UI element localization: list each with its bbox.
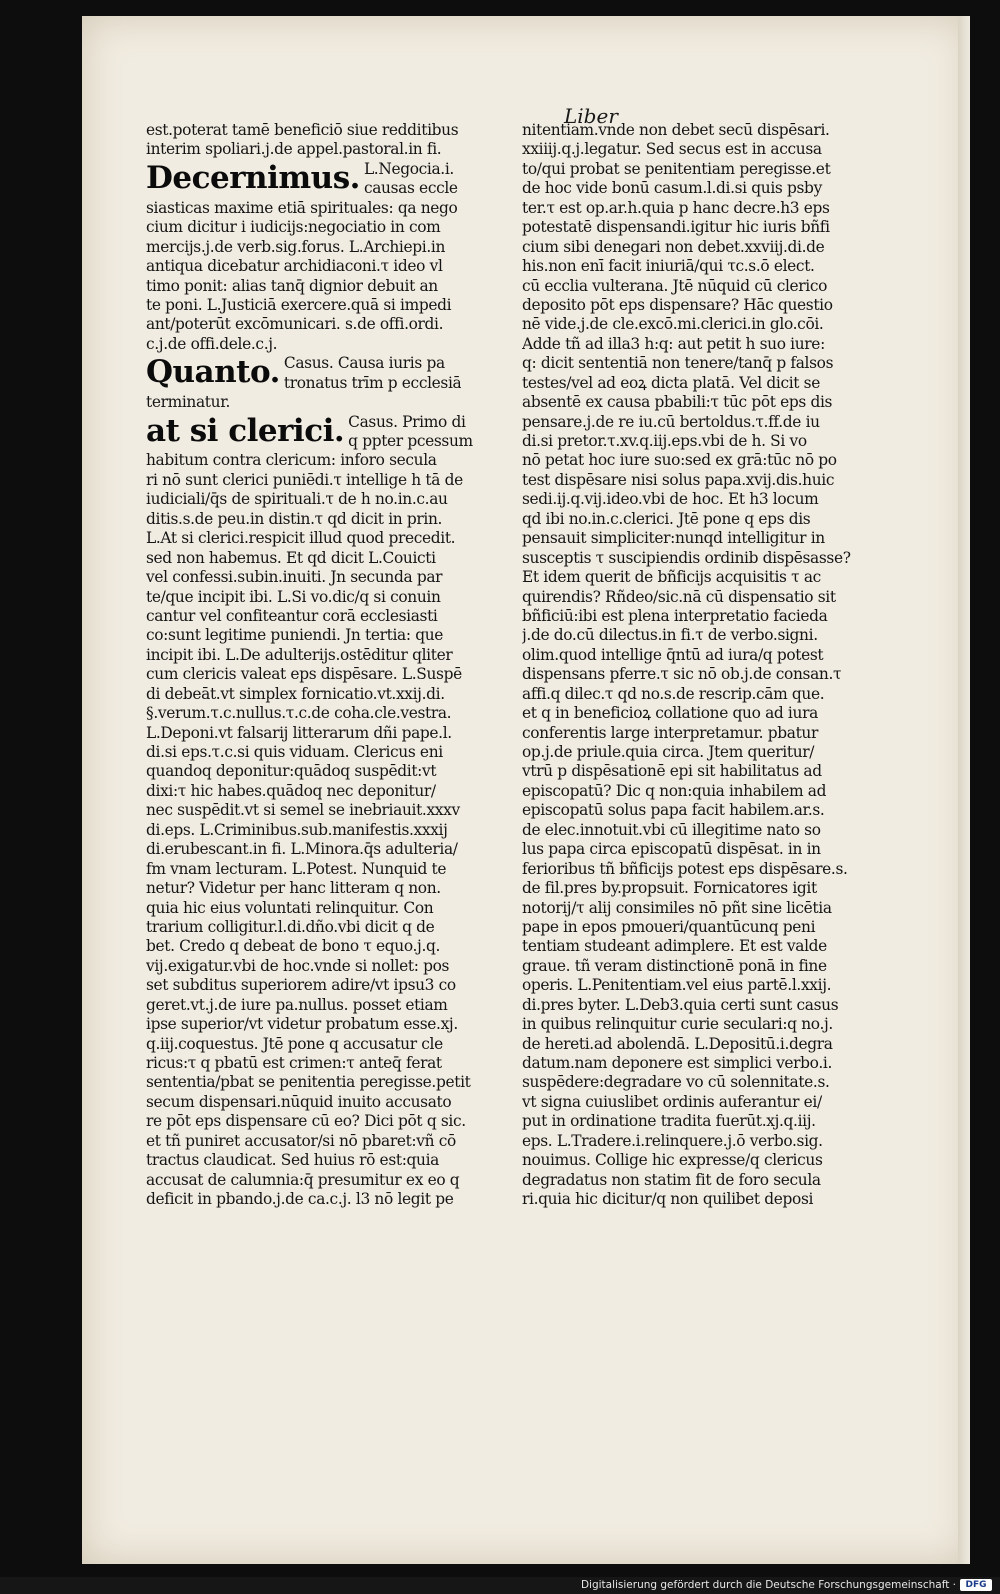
text-line: Adde tñ ad illa3 h:q: aut petit h̄ suo iure: <box>522 334 825 353</box>
text-line: ri nō sunt clerici puniēdi.τ intellige h̄ tā de <box>146 470 463 489</box>
text-line: de fil.pres by.propsuit. Fornicatores igit <box>522 879 817 898</box>
text-line: Et idem querit de bñficijs acquisitis τ ac <box>522 568 821 587</box>
text-line: ipse superior/vt videtur probatum esse.xj. <box>146 1015 458 1034</box>
text-line: timo ponit: alias tanq̄ dignior debuit an <box>146 276 438 295</box>
text-line: cium dicitur i iudicijs:negociatio in com <box>146 218 441 237</box>
text-line: testes/vel ad eoꝝ dicta platā. Vel dicit se <box>522 373 820 392</box>
text-line: nec suspēdit.vt si semel se inebriauit.xxxv <box>146 801 460 820</box>
text-line: ditis.s.de peu.in distin.τ qd dicit in prin. <box>146 509 443 528</box>
text-line: affi.q dilec.τ qd no.s.de rescrip.cām que. <box>522 684 825 703</box>
text-line: absentē ex causa pbabili:τ tūc pōt eps dis <box>522 393 833 412</box>
text-line: graue. tñ veram distinctionē ponā in fine <box>522 956 827 975</box>
page-edge <box>958 16 970 1564</box>
text-line: di.si pretor.τ.xv.q.iij.eps.vbi de h. Si vo <box>522 432 807 450</box>
text-line: c.j.de offi.dele.c.j. <box>146 334 278 353</box>
text-line: L.Negocia.i. <box>363 159 454 178</box>
text-line: q.iij.coquestus. Jtē pone q accusatur cle <box>146 1034 443 1053</box>
initial-decernimus-block <box>146 160 486 199</box>
initial-decernimus: Decernimus. <box>146 159 360 196</box>
text-line: trarium colligitur.l.di.dño.vbi dicit q de <box>146 917 435 936</box>
text-line: et tñ puniret accusator/si nō pbaret:vñ cō <box>146 1131 456 1150</box>
text-line: nē vide.j.de cle.excō.mi.clerici.in glo.cōi. <box>522 315 824 334</box>
text-line: est.poterat tamē beneficiō siue redditibus <box>146 121 459 139</box>
text-line: to/qui probat se penitentiam peregisse.et <box>522 159 831 178</box>
text-line: episcopatū? Dic q non:quia inhabilem ad <box>522 781 827 800</box>
text-line: tractus claudicat. Sed huius rō est:quia <box>146 1151 439 1170</box>
text-line: re pōt eps dispensare cū eo? Dici pōt q sic. <box>146 1112 466 1131</box>
text-line: op.j.de priule.quia circa. Jtem queritur/ <box>522 743 815 761</box>
text-line: vij.exigatur.vbi de hoc.vnde si nollet: pos <box>146 956 450 975</box>
text-line: di.eps. L.Criminibus.sub.manifestis.xxxij <box>146 820 448 839</box>
text-line: terminatur. <box>146 393 231 412</box>
text-line: his.non enī facit iniuriā/qui τc.s.ō elect. <box>522 257 815 276</box>
text-line: pape in epos pmoueri/quantūcunq peni <box>522 917 816 936</box>
text-line: deposito pōt eps dispensare? Hāc questio <box>522 295 833 314</box>
text-line: te/que incipit ibi. L.Si vo.dic/q si conuin <box>146 587 441 606</box>
text-line: cum clericis valeat eps dispēsare. L.Suspē <box>146 665 462 684</box>
text-line: vel confessi.subin.inuiti. Jn secunda par <box>146 568 443 587</box>
text-line: Casus. Primo di <box>348 412 466 431</box>
running-head: Liber <box>564 104 618 128</box>
text-line: q: dicit sententiā non tenere/tanq̄ p falsos <box>522 354 834 373</box>
text-line: eps. L.Tradere.i.relinquere.j.ō verbo.sig. <box>522 1131 823 1150</box>
text-line: pensauit simpliciter:nunqd intelligitur in <box>522 529 825 548</box>
text-line: ter.τ est op.ar.h.quia p hanc decre.h3 eps <box>522 198 830 217</box>
text-line: et q in beneficioꝝ collatione quo ad iura <box>522 704 818 723</box>
text-line: te poni. L.Justiciā exercere.quā si impedi <box>146 295 452 314</box>
text-line: ferioribus tñ bñficijs potest eps dispēsare.s. <box>522 859 848 878</box>
left-column <box>146 121 486 1210</box>
text-line: di debeāt.vt simplex fornicatio.vt.xxij.di. <box>146 684 445 703</box>
text-line: test dispēsare nisi solus papa.xvij.dis.huic <box>522 470 835 489</box>
text-line: put in ordinatione tradita fuerūt.xj.q.iij. <box>522 1112 816 1131</box>
text-line: bet. Credo q debeat de bono τ equo.j.q. <box>146 937 441 956</box>
text-line: operis. L.Penitentiam.vel eius partē.l.xxij. <box>522 976 832 995</box>
right-column <box>522 121 862 1210</box>
text-line: co:sunt legitime puniendi. Jn tertia: que <box>146 626 444 645</box>
text-line: de elec.innotuit.vbi cū illegitime nato so <box>522 820 821 839</box>
text-line: in quibus relinquitur curie seculari:q no.j. <box>522 1015 833 1034</box>
text-line: bñficiū:ibi est plena interpretatio facieda <box>522 606 828 625</box>
text-line: netur? Videtur per hanc litteram q non. <box>146 879 441 898</box>
text-line: de hoc vide bonū casum.l.di.si quis psby <box>522 179 822 198</box>
text-line: notorij/τ alij consimiles nō pñt sine licētia <box>522 898 832 917</box>
text-line: cū ecclia vulterana. Jtē nūquid cū clerico <box>522 276 828 295</box>
text-line: susceptis τ suscipiendis ordinib dispēsasse? <box>522 548 851 567</box>
initial-at-si-clerici: at si clerici. <box>146 412 345 449</box>
text-line: siasticas maxime etiā spirituales: qa nego <box>146 198 458 217</box>
text-line: de hereti.ad abolendā. L.Depositū.i.degra <box>522 1034 833 1053</box>
text-line: q ppter pcessum <box>348 432 473 450</box>
text-line: quirendis? Rñdeo/sic.nā cū dispensatio sit <box>522 587 836 606</box>
text-line: dispensans pferre.τ sic nō ob.j.de consan.τ <box>522 665 842 684</box>
text-line: habitum contra clericum: inforo secula <box>146 451 437 470</box>
text-line: di.pres byter. L.Deb3.quia certi sunt casus <box>522 995 839 1014</box>
text-line: causas eccle <box>363 179 458 198</box>
dfg-logo: DFG <box>960 1579 992 1591</box>
text-line: sed non habemus. Et qd dicit L.Couicti <box>146 548 436 567</box>
text-line: accusat de calumnia:q̄ presumitur ex eo q <box>146 1170 460 1189</box>
text-line: di.erubescant.in fi. L.Minora.q̄s adulteria/ <box>146 840 458 859</box>
text-line: potestatē dispensandi.igitur hic iuris bñfi <box>522 218 830 237</box>
text-line: vtrū p dispēsationē epi sit habilitatus ad <box>522 762 822 781</box>
text-line: ant/poterūt excōmunicari. s.de offi.ordi. <box>146 315 444 334</box>
text-line: dixi:τ hic habes.quādoq nec deponitur/ <box>146 781 436 800</box>
text-line: set subditus superiorem adire/vt ipsu3 co <box>146 976 456 995</box>
text-line: iudiciali/q̄s de spirituali.τ de h̄ no.in.c.au <box>146 490 448 509</box>
text-line: olim.quod intellige q̄ntū ad iura/q potest <box>522 645 824 664</box>
text-line: antiqua dicebatur archidiaconi.τ ideo vl <box>146 257 443 276</box>
text-line: cantur vel confiteantur corā ecclesiasti <box>146 606 438 625</box>
text-line: Casus. Causa iuris pa <box>283 354 445 373</box>
text-line: interim spoliari.j.de appel.pastoral.in fi. <box>146 140 442 159</box>
dfg-credit-text: Digitalisierung gefördert durch die Deutsche Forschungsgemeinschaft · <box>580 1579 956 1591</box>
text-line: geret.vt.j.de iure pa.nullus. posset etiam <box>146 995 448 1014</box>
text-line: quandoq deponitur:quādoq suspēdit:vt <box>146 762 437 781</box>
text-line: datum.nam deponere est simplici verbo.i. <box>522 1054 832 1072</box>
text-line: secum dispensari.nūquid inuito accusato <box>146 1092 452 1111</box>
text-line: nouimus. Collige hic expresse/q clericus <box>522 1151 823 1170</box>
text-line: cium sibi denegari non debet.xxviij.di.de <box>522 237 825 256</box>
text-line: mercijs.j.de verb.sig.forus. L.Archiepi.in <box>146 237 446 256</box>
text-line: conferentis large interpretamur. pbatur <box>522 723 818 742</box>
text-line: tentiam studeant adimplere. Et est valde <box>522 937 827 956</box>
text-line: L.Deponi.vt falsarij litterarum dñi pape.l. <box>146 723 452 742</box>
text-line: sententia/pbat se penitentia peregisse.petit <box>146 1073 471 1092</box>
text-line: pensare.j.de re iu.cū bertoldus.τ.ff.de iu <box>522 412 820 431</box>
initial-quanto: Quanto. <box>146 354 280 391</box>
text-line: fm vnam lecturam. L.Potest. Nunquid te <box>146 859 447 878</box>
text-line: tronatus trīm p ecclesiā <box>283 373 462 392</box>
text-line: lus papa circa episcopatū dispēsat. in in <box>522 840 821 859</box>
text-line: ri.quia hic dicitur/q non quilibet deposi <box>522 1190 814 1209</box>
text-line: ricus:τ q pbatū est crimen:τ anteq̄ ferat <box>146 1054 442 1072</box>
text-line: episcopatū solus papa facit habilem.ar.s. <box>522 801 825 820</box>
initial-quanto-block <box>146 354 486 393</box>
text-line: qd ibi no.in.c.clerici. Jtē pone q eps dis <box>522 509 811 528</box>
text-line: deficit in pbando.j.de ca.c.j. l3 nō legit pe <box>146 1190 454 1209</box>
text-line: incipit ibi. L.De adulterijs.ostēditur qliter <box>146 645 453 664</box>
text-line: sedi.ij.q.vij.ideo.vbi de hoc. Et h3 locum <box>522 490 819 509</box>
text-line: §.verum.τ.c.nullus.τ.c.de coha.cle.vestra. <box>146 704 452 723</box>
text-line: vt signa cuiuslibet ordinis auferantur ei/ <box>522 1092 822 1111</box>
text-line: suspēdere:degradare vo cū solennitate.s. <box>522 1073 830 1092</box>
text-line: quia hic eius voluntati relinquitur. Con <box>146 898 434 917</box>
text-line: xxiiij.q.j.legatur. Sed secus est in accusa <box>522 140 822 159</box>
text-line: L.At si clerici.respicit illud quod precedit. <box>146 529 456 548</box>
text-line: degradatus non statim fit de foro secula <box>522 1170 821 1189</box>
text-line: di.si eps.τ.c.si quis viduam. Clericus eni <box>146 743 443 761</box>
text-line: nō petat hoc iure suo:sed ex grā:tūc nō po <box>522 451 837 470</box>
initial-at-si-clerici-block <box>146 413 486 452</box>
text-line: nitentiam.vnde non debet secū dispēsari. <box>522 121 830 139</box>
text-line: j.de do.cū dilectus.in fi.τ de verbo.signi. <box>522 626 818 645</box>
